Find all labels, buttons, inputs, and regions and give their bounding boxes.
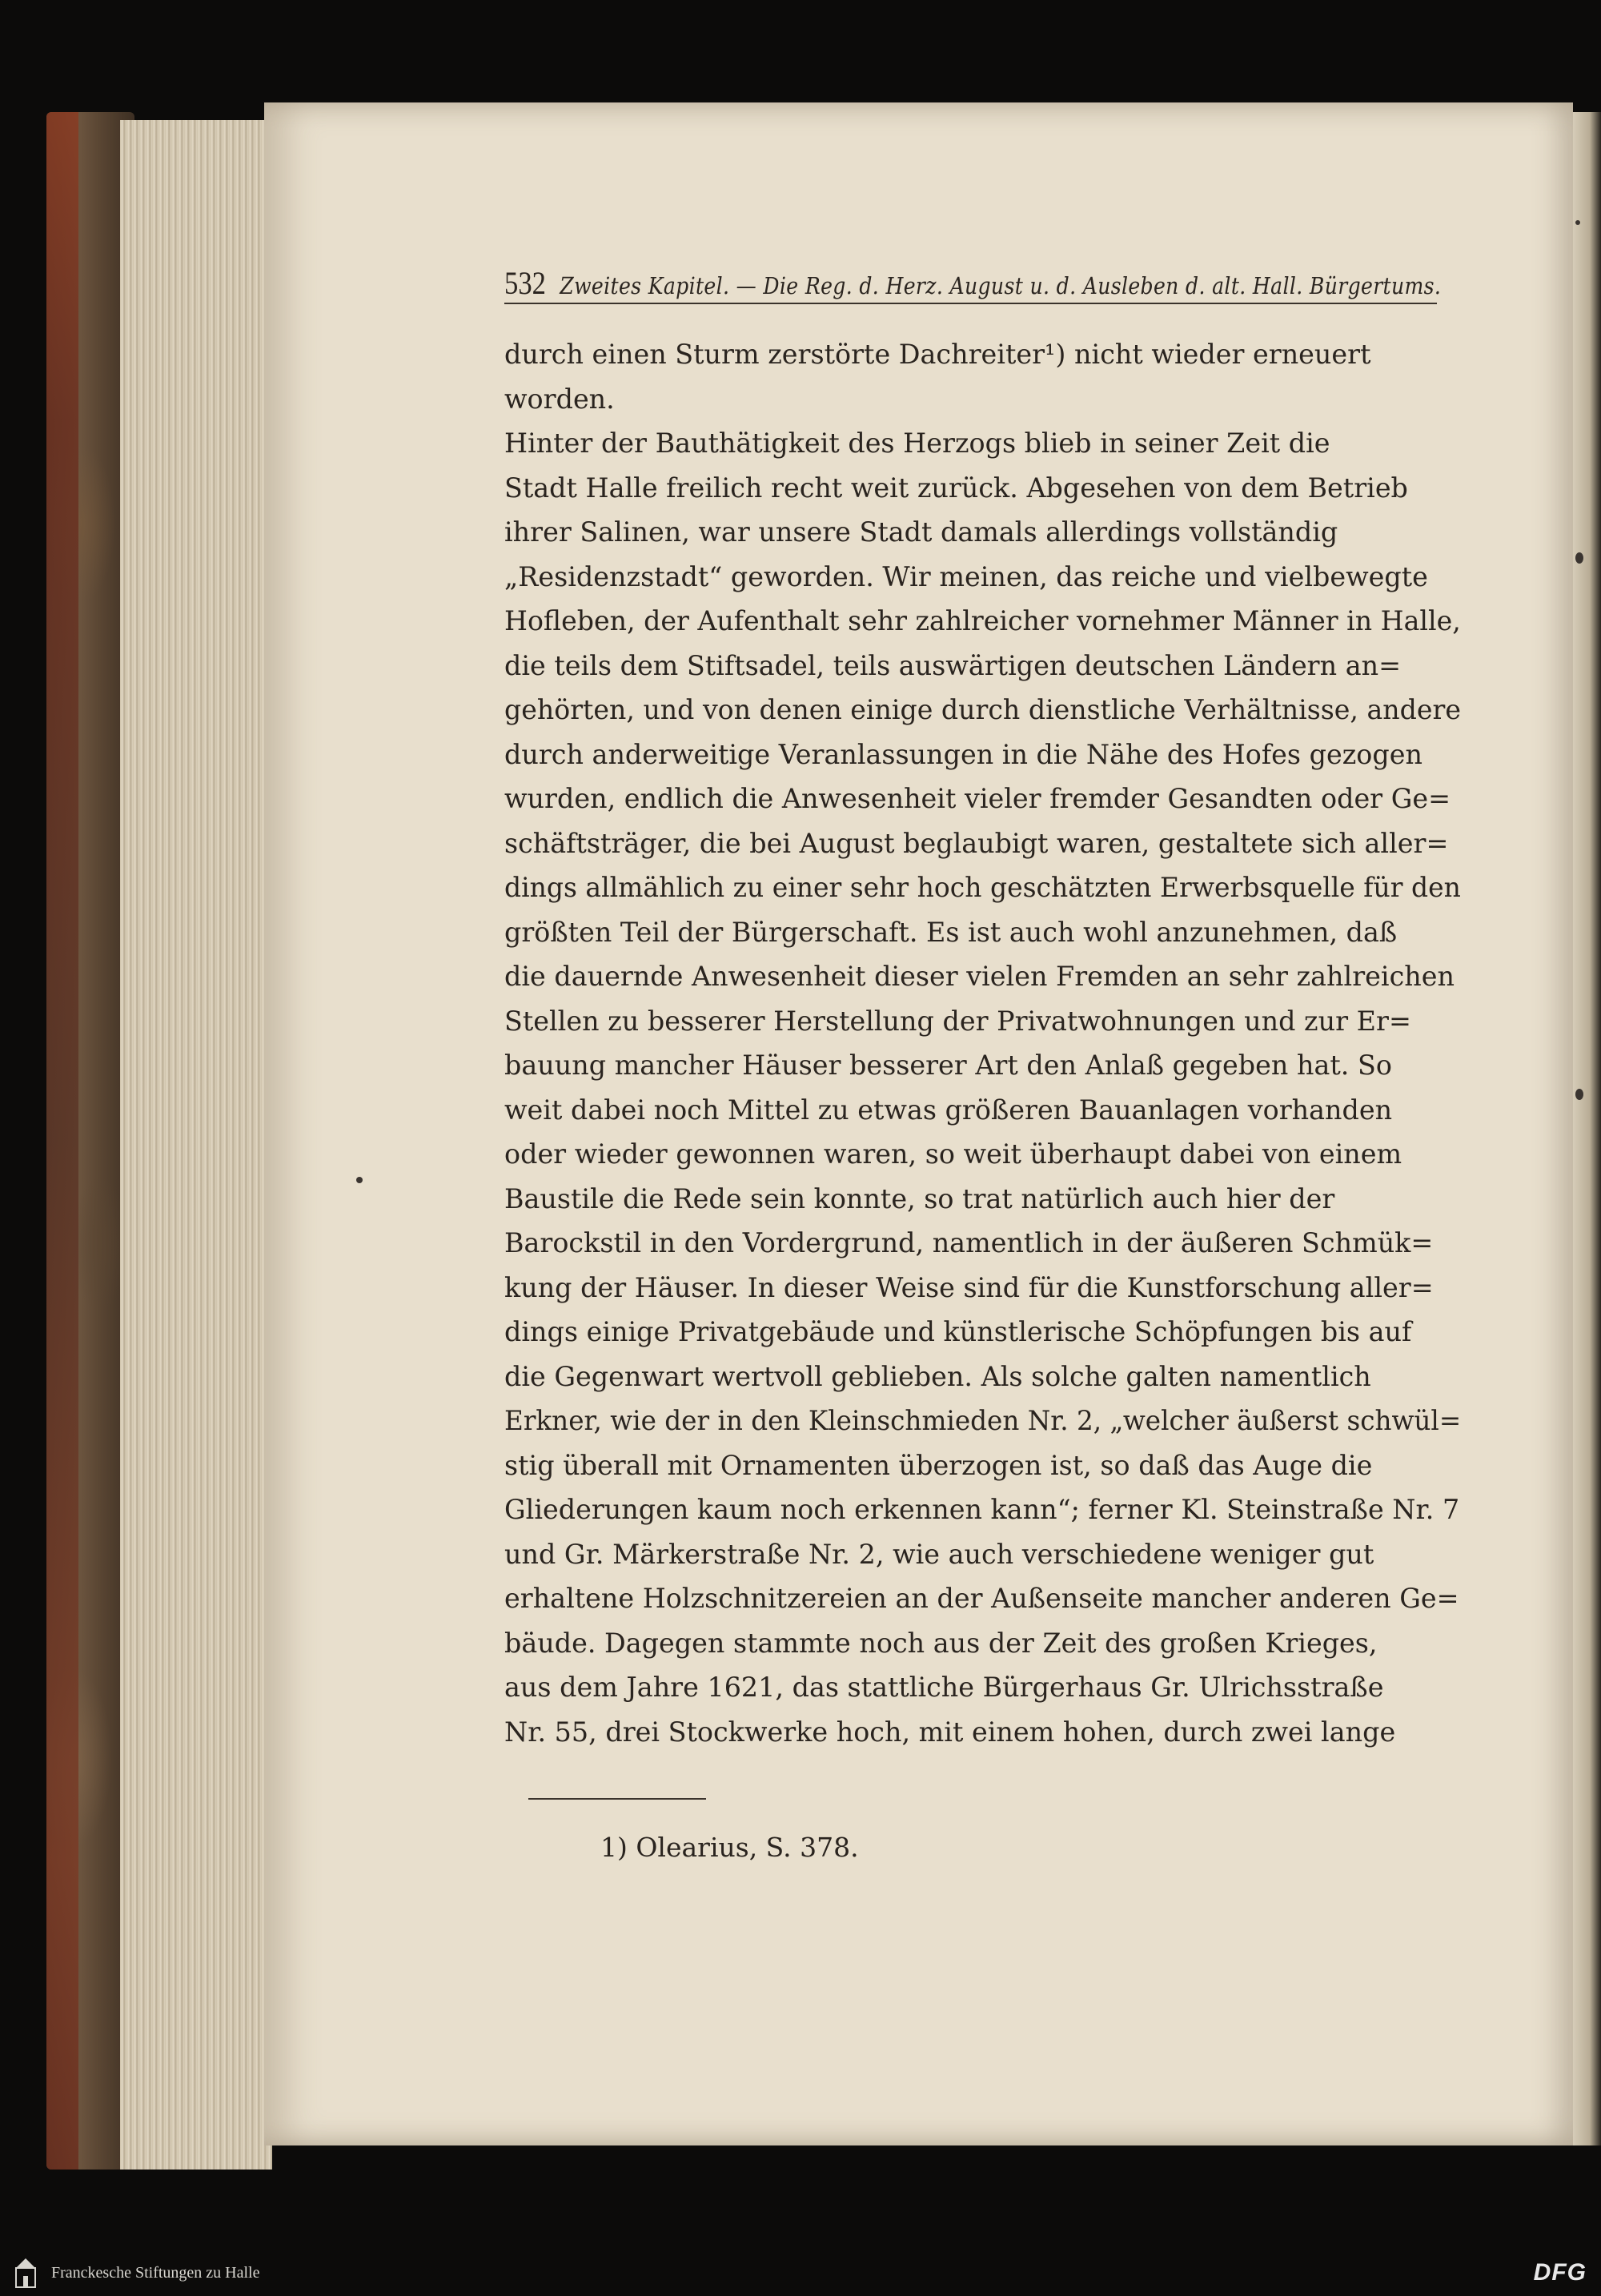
text-line: Gliederungen kaum noch erkennen kann“; ferner Kl. Steinstraße Nr. 7 — [504, 1494, 1460, 1525]
text-line: kung der Häuser. In dieser Weise sind für die Kunstforschung aller= — [504, 1271, 1434, 1303]
text-line: dings allmählich zu einer sehr hoch geschätzten Erwerbsquelle für den — [504, 872, 1461, 903]
book-spine — [46, 112, 78, 2170]
text-line: Stadt Halle freilich recht weit zurück. Abgesehen von dem Betrieb — [504, 472, 1408, 504]
text-line: oder wieder gewonnen waren, so weit überhaupt dabei von einem — [504, 1138, 1402, 1170]
dfg-logo: DFG — [1533, 2259, 1587, 2286]
running-head-title: Zweites Kapitel. — Die Reg. d. Herz. August u. d. Ausleben d. alt. Hall. Bürgertums. — [560, 272, 1442, 299]
footnote-rule — [528, 1798, 706, 1800]
text-line: Hinter der Bauthätigkeit des Herzogs blieb in seiner Zeit die — [504, 427, 1330, 459]
text-line: Stellen zu besserer Herstellung der Privatwohnungen und zur Er= — [504, 1005, 1411, 1037]
text-line: worden. — [504, 383, 615, 415]
text-line: Baustile die Rede sein konnte, so trat natürlich auch hier der — [504, 1182, 1335, 1214]
text-line: und Gr. Märkerstraße Nr. 2, wie auch verschiedene weniger gut — [504, 1538, 1374, 1570]
page-number: 532 — [504, 265, 546, 301]
running-head — [504, 264, 1442, 302]
text-line: gehörten, und von denen einige durch dienstliche Verhältnisse, andere — [504, 694, 1461, 725]
paper-speck — [1575, 552, 1583, 564]
paper-speck — [356, 1177, 363, 1183]
text-line: Erkner, wie der in den Kleinschmieden Nr. 2, „welcher äußerst schwül= — [504, 1405, 1462, 1436]
text-line: ihrer Salinen, war unsere Stadt damals allerdings vollständig — [504, 516, 1338, 548]
facing-page-edge — [1573, 112, 1601, 2145]
text-line: dings einige Privatgebäude und künstlerische Schöpfungen bis auf — [504, 1316, 1412, 1347]
paper-speck — [1575, 1089, 1583, 1100]
text-line: Nr. 55, drei Stockwerke hoch, mit einem hohen, durch zwei lange — [504, 1716, 1396, 1748]
text-line: erhaltene Holzschnitzereien an der Außenseite mancher anderen Ge= — [504, 1583, 1459, 1614]
text-line: bäude. Dagegen stammte noch aus der Zeit des großen Krieges, — [504, 1627, 1378, 1659]
text-line: größten Teil der Bürgerschaft. Es ist auch wohl anzunehmen, daß — [504, 916, 1398, 948]
text-line: die Gegenwart wertvoll geblieben. Als solche galten namentlich — [504, 1360, 1371, 1392]
text-line: bauung mancher Häuser besserer Art den Anlaß gegeben hat. So — [504, 1050, 1392, 1081]
text-line: aus dem Jahre 1621, das stattliche Bürgerhaus Gr. Ulrichsstraße — [504, 1672, 1384, 1703]
text-line: schäftsträger, die bei August beglaubigt waren, gestaltete sich aller= — [504, 827, 1449, 859]
text-line: durch anderweitige Veranlassungen in die Nähe des Hofes gezogen — [504, 738, 1422, 770]
body-text — [504, 332, 1465, 1754]
text-line: die dauernde Anwesenheit dieser vielen Fremden an sehr zahlreichen — [504, 961, 1455, 992]
text-line: Hofleben, der Aufenthalt sehr zahlreicher vornehmer Männer in Halle, — [504, 605, 1461, 636]
text-line: stig überall mit Ornamenten überzogen ist, so daß das Auge die — [504, 1449, 1373, 1481]
text-line: Barockstil in den Vordergrund, namentlich in der äußeren Schmük= — [504, 1227, 1434, 1258]
page-stack-edge — [120, 120, 272, 2170]
text-line: weit dabei noch Mittel zu etwas größeren Bauanlagen vorhanden — [504, 1094, 1393, 1126]
institution-name: Franckesche Stiftungen zu Halle — [51, 2263, 260, 2282]
text-line: durch einen Sturm zerstörte Dachreiter¹) nicht wieder erneuert — [504, 339, 1371, 370]
paper-speck — [1575, 220, 1580, 225]
footnote: 1) Olearius, S. 378. — [600, 1832, 859, 1863]
text-line: wurden, endlich die Anwesenheit vieler fremder Gesandten oder Ge= — [504, 783, 1451, 814]
text-line: die teils dem Stiftsadel, teils auswärtigen deutschen Ländern an= — [504, 649, 1402, 681]
footer-bar — [0, 2250, 1601, 2296]
header-rule — [504, 303, 1437, 304]
foundation-logo-icon — [10, 2254, 42, 2292]
text-line: „Residenzstadt“ geworden. Wir meinen, das reiche und vielbewegte — [504, 560, 1428, 592]
